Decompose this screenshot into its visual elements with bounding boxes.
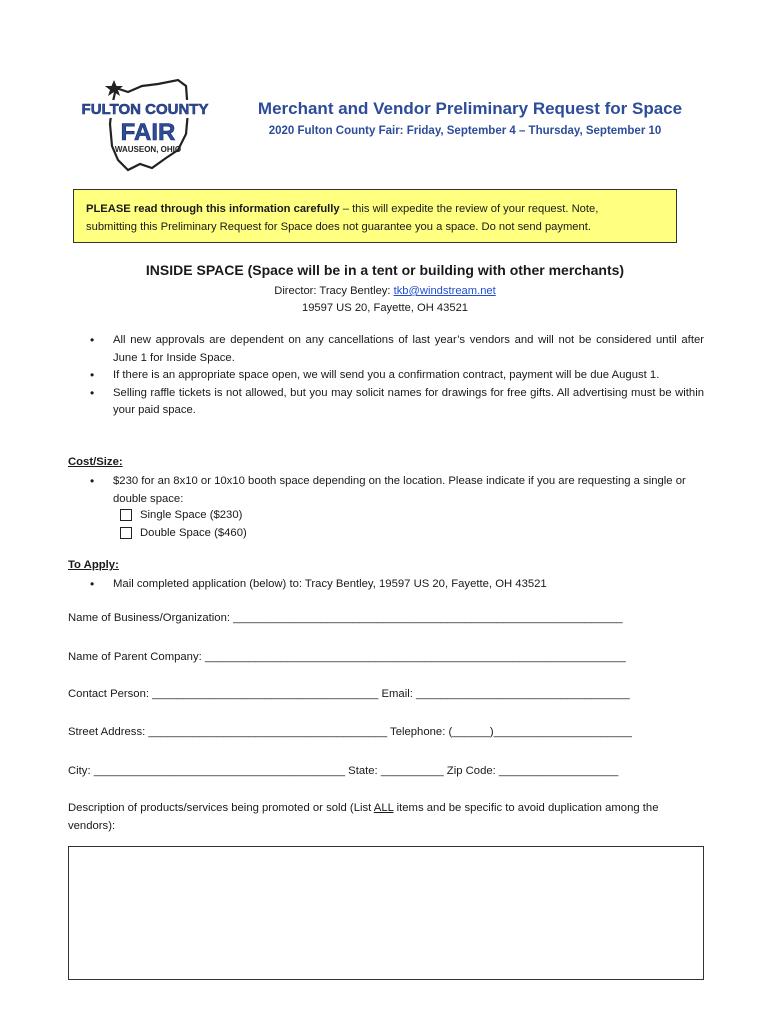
double-space-checkbox[interactable] (120, 527, 132, 539)
description-textbox[interactable] (68, 846, 704, 980)
page-title: Merchant and Vendor Preliminary Request for Space (257, 99, 683, 118)
notice-rest-line1: – this will expedite the review of your request. Note, (339, 203, 599, 215)
single-space-label: Single Space ($230) (140, 509, 243, 521)
list-item: • Selling raffle tickets is not allowed, but you may solicit names for drawings for free gifts. All advertising must be within your paid space. (68, 385, 704, 420)
description-text-2: items and be specific to avoid duplication among the vendors): (68, 802, 659, 832)
list-item: • Mail completed application (below) to: Tracy Bentley, 19597 US 20, Fayette, OH 43521 (68, 576, 704, 594)
parent-company-field[interactable]: Name of Parent Company: ___________________________________________________________________ (68, 651, 626, 663)
list-item: • $230 for an 8x10 or 10x10 booth space depending on the location. Please indicate if you are requesting a single or double space: (68, 473, 698, 508)
cost-size-heading (68, 456, 123, 468)
inside-space-bullets (68, 332, 704, 420)
inside-space-title: INSIDE SPACE (Space will be in a tent or building with other merchants) (145, 262, 625, 278)
director-email-link[interactable]: tkb@windstream.net (393, 285, 496, 297)
description-prompt (68, 799, 708, 835)
notice-line1 (86, 200, 664, 218)
cost-size-heading-text: Cost/Size (68, 456, 119, 468)
logo-line3: WAUSEON, OHIO (114, 145, 182, 154)
apply-bullet (68, 576, 704, 594)
double-space-label: Double Space ($460) (140, 527, 247, 539)
business-name-field[interactable]: Name of Business/Organization: ______________________________________________________________ (68, 612, 623, 624)
to-apply-heading (68, 559, 119, 571)
description-all: ALL (373, 802, 394, 814)
double-space-option[interactable] (120, 527, 247, 539)
fulton-county-fair-logo (70, 76, 220, 172)
to-apply-colon: : (115, 559, 119, 571)
logo-line1: FULTON COUNTY (81, 101, 209, 118)
notice-bold-text: PLEASE read through this information carefully (86, 203, 340, 215)
contact-email-field[interactable]: Contact Person: ____________________________________ Email: __________________________________ (68, 688, 630, 700)
logo-line2: FAIR (120, 119, 176, 146)
notice-line2: submitting this Preliminary Request for Space does not guarantee you a space. Do not send payment. (86, 221, 591, 233)
director-label: Director: Tracy Bentley: (274, 285, 394, 297)
cost-size-colon: : (118, 456, 123, 468)
notice-box (73, 189, 677, 243)
cost-bullet (68, 473, 698, 508)
single-space-checkbox[interactable] (120, 509, 132, 521)
page-subtitle: 2020 Fulton County Fair: Friday, September 4 – Thursday, September 10 (268, 125, 662, 137)
description-text-1: Description of products/services being promoted or sold (List (68, 802, 374, 814)
single-space-option[interactable] (120, 509, 242, 521)
list-item: • If there is an appropriate space open, we will send you a confirmation contract, payment will be due August 1. (68, 367, 704, 385)
street-telephone-field[interactable]: Street Address: ______________________________________ Telephone: (______)______________________ (68, 726, 632, 738)
director-line (60, 285, 710, 297)
director-address: 19597 US 20, Fayette, OH 43521 (301, 302, 469, 314)
to-apply-heading-text: To Apply (68, 559, 116, 571)
list-item: • All new approvals are dependent on any cancellations of last year’s vendors and will not be considered until after June 1 for Inside Space. (68, 332, 704, 367)
city-state-zip-field[interactable]: City: ________________________________________ State: __________ Zip Code: ___________________ (68, 765, 619, 777)
